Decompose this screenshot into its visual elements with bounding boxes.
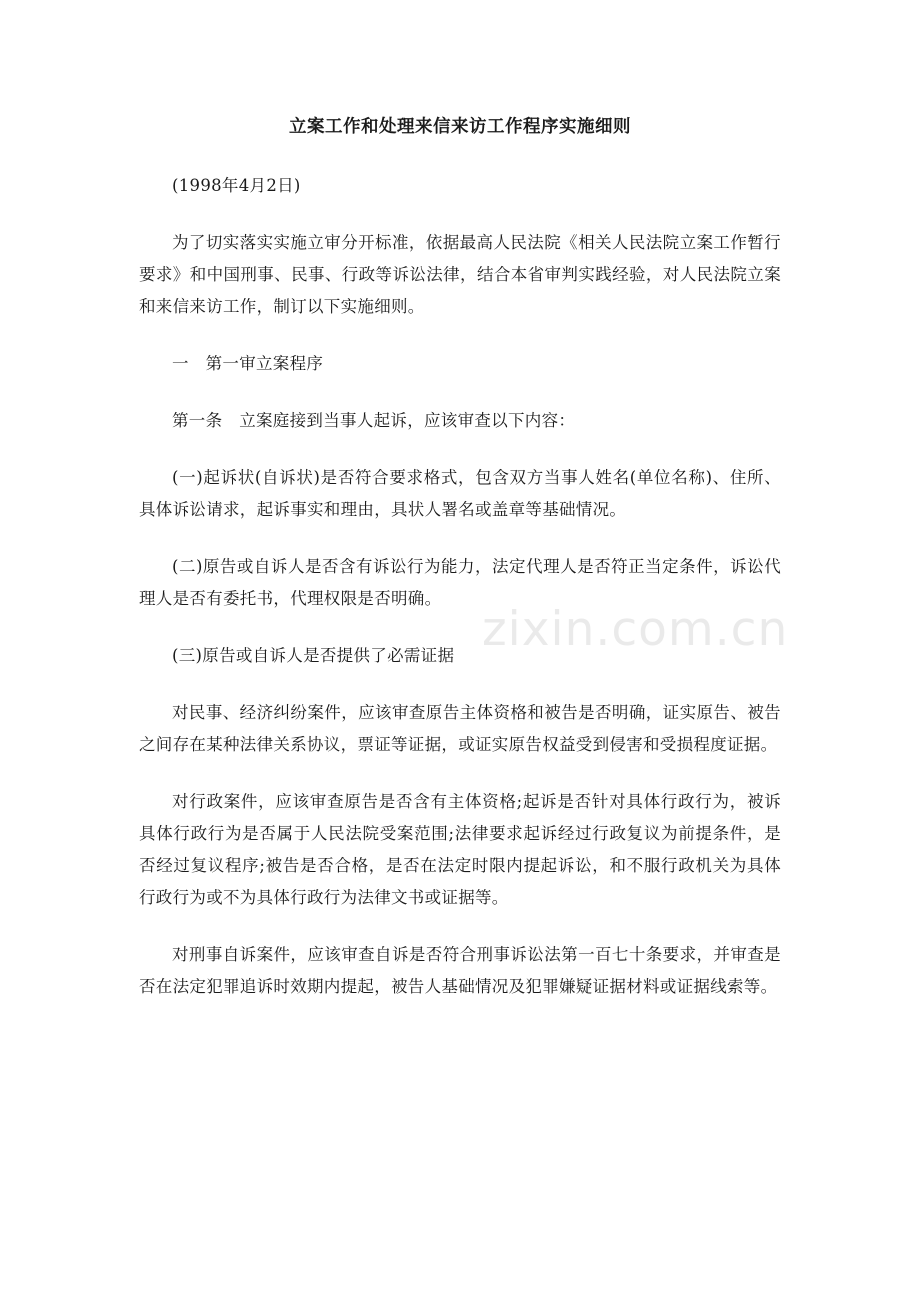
- article-one: 第一条 立案庭接到当事人起诉，应该审查以下内容：: [172, 411, 576, 430]
- document-title: 立案工作和处理来信来访工作程序实施细则: [289, 117, 631, 137]
- section-heading: 一 第一审立案程序: [172, 354, 324, 373]
- date-line: (1998年4月2日): [172, 176, 301, 195]
- document-body: [139, 112, 781, 1028]
- watermark-text: zixin.com.cn: [482, 602, 789, 657]
- item-three: (三)原告或自诉人是否提供了必需证据: [172, 646, 455, 665]
- item-two: (二)原告或自诉人是否含有诉讼行为能力，法定代理人是否符正当定条件，诉讼代理人是否有委托书，代理权限是否明确。: [139, 557, 781, 608]
- administrative-case-paragraph: 对行政案件，应该审查原告是否含有主体资格;起诉是否针对具体行政行为，被诉具体行政行为是否属于人民法院受案范围;法律要求起诉经过行政复议为前提条件，是否经过复议程序;被告是否合格，是否在法定时限内提起诉讼，和不服行政机关为具体行政行为或不为具体行政行为法律文书或证据等。: [139, 792, 781, 907]
- civil-case-paragraph: 对民事、经济纠纷案件，应该审查原告主体资格和被告是否明确，证实原告、被告之间存在某种法律关系协议，票证等证据，或证实原告权益受到侵害和受损程度证据。: [139, 703, 781, 754]
- criminal-case-paragraph: 对刑事自诉案件，应该审查自诉是否符合刑事诉讼法第一百七十条要求，并审查是否在法定犯罪追诉时效期内提起，被告人基础情况及犯罪嫌疑证据材料或证据线索等。: [139, 945, 781, 996]
- preamble-paragraph: 为了切实落实实施立审分开标准，依据最高人民法院《相关人民法院立案工作暂行要求》和中国刑事、民事、行政等诉讼法律，结合本省审判实践经验，对人民法院立案和来信来访工作，制订以下实施细则。: [139, 233, 781, 316]
- item-one: (一)起诉状(自诉状)是否符合要求格式，包含双方当事人姓名(单位名称)、住所、具体诉讼请求，起诉事实和理由，具状人署名或盖章等基础情况。: [139, 468, 781, 519]
